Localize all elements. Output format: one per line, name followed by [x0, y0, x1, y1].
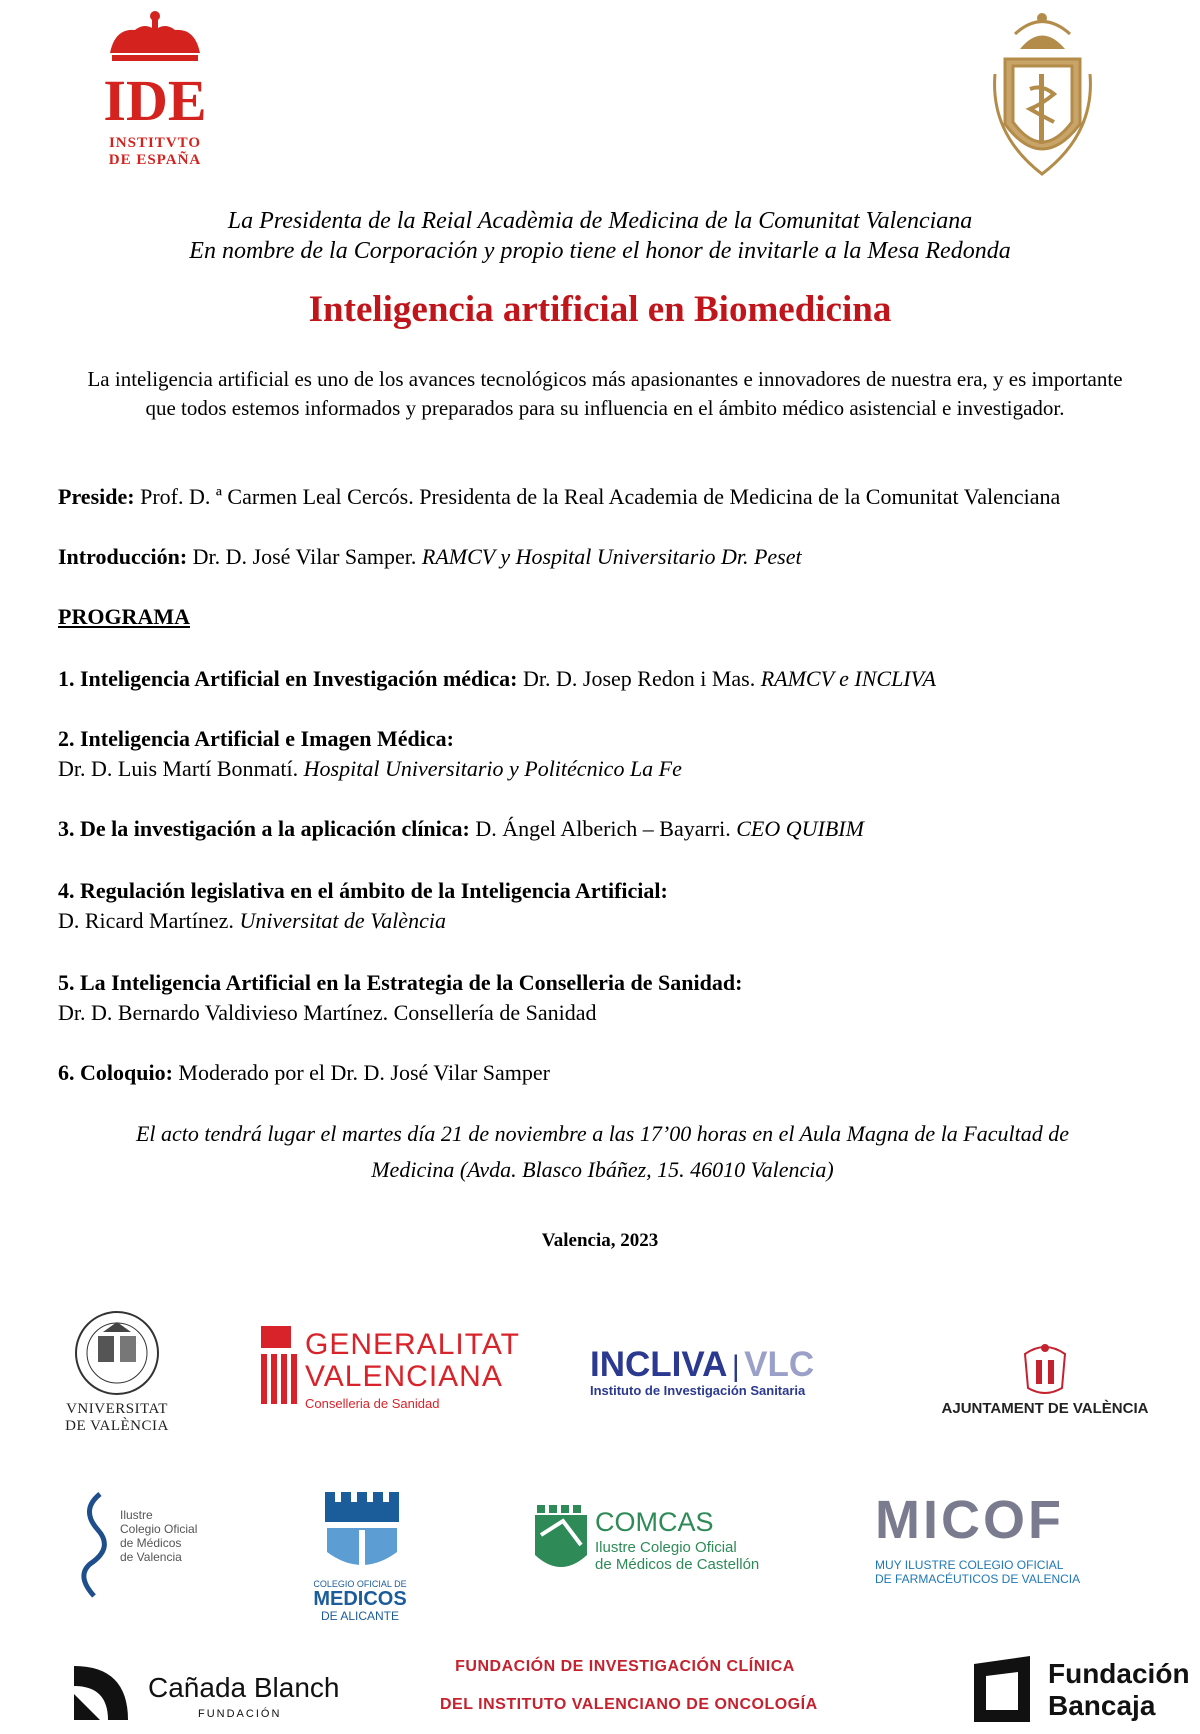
comcas-line-2: de Médicos de Castellón [595, 1556, 760, 1573]
academy-seal-logo [985, 4, 1100, 184]
canada-blanch-logo [68, 1660, 348, 1730]
venue-line-2: Medicina (Avda. Blasco Ibáñez, 15. 46010 Valencia) [371, 1157, 834, 1182]
caduceus-icon [70, 1490, 120, 1600]
canada-name: Cañada Blanch [148, 1672, 340, 1703]
ca-line-3: DE ALICANTE [320, 1609, 400, 1623]
generalitat-logo [255, 1322, 520, 1422]
colegio-alicante-logo [305, 1490, 415, 1630]
program-item-affiliation: Universitat de València [239, 908, 446, 933]
program-item-5-detail [58, 1000, 596, 1026]
incliva-vlc: VLC [744, 1345, 815, 1384]
cv-line-1: Ilustre [120, 1508, 153, 1522]
invitation-line-1: La Presidenta de la Reial Acadèmia de Medicina de la Comunitat Valenciana [227, 208, 973, 234]
ivo-line-2: DEL INSTITUTO VALENCIANO DE ONCOLOGÍA [440, 1696, 818, 1713]
program-item-speaker: Dr. D. Bernardo Valdivieso Martínez. Consellería de Sanidad [58, 1000, 597, 1025]
program-item-speaker: Dr. D. Luis Martí Bonmatí. [58, 756, 304, 781]
program-item-title: 4. Regulación legislativa en el ámbito de la Inteligencia Artificial: [58, 878, 668, 903]
comcas-shield-icon [533, 1505, 589, 1577]
preside-line [58, 484, 1060, 510]
incliva-subtitle: Instituto de Investigación Sanitaria [590, 1383, 806, 1398]
program-item-title: 6. Coloquio: [58, 1060, 173, 1085]
ajuntament-shield-icon [1020, 1340, 1070, 1396]
program-item-2 [58, 726, 454, 752]
fundacion-bancaja-logo [970, 1652, 1195, 1730]
program-item-title: 1. Inteligencia Artificial en Investigación médica: [58, 666, 518, 691]
programa-heading: PROGRAMA [58, 604, 190, 629]
comcas-logo [533, 1505, 793, 1585]
universitat-valencia-logo [58, 1310, 176, 1440]
colegio-valencia-logo [70, 1490, 220, 1600]
program-item-1 [58, 666, 936, 692]
micof-line-2: DE FARMACÉUTICOS DE VALENCIA [875, 1572, 1081, 1586]
program-item-speaker: Dr. D. Josep Redon i Mas. [517, 666, 761, 691]
bancaja-mark-icon [970, 1652, 1040, 1726]
uv-line-2: DE VALÈNCIA [65, 1418, 169, 1434]
cv-line-2: Colegio Oficial [120, 1522, 198, 1536]
program-item-3 [58, 816, 864, 842]
bancaja-line-1: Fundación [1048, 1658, 1190, 1689]
program-item-4 [58, 878, 668, 904]
bancaja-line-2: Bancaja [1048, 1690, 1156, 1721]
micof-name: MICOF [875, 1490, 1064, 1550]
micof-line-1: MUY ILUSTRE COLEGIO OFICIAL [875, 1558, 1064, 1572]
event-title: Inteligencia artificial en Biomedicina [308, 289, 892, 330]
introduccion-label: Introducción: [58, 544, 188, 569]
program-item-affiliation: Hospital Universitario y Politécnico La Fe [303, 756, 682, 781]
ca-line-1: COLEGIO OFICIAL DE [313, 1579, 407, 1589]
venue-info [60, 1116, 1145, 1188]
ivo-line-1: FUNDACIÓN DE INVESTIGACIÓN CLÍNICA [455, 1658, 795, 1675]
fundacion-ivo-logo [440, 1658, 818, 1728]
incliva-sep: | [731, 1350, 740, 1383]
preside-label: Preside: [58, 484, 135, 509]
introduccion-affiliation: RAMCV y Hospital Universitario Dr. Peset [421, 544, 802, 569]
canada-sub: FUNDACIÓN [198, 1708, 282, 1720]
comcas-line-1: Ilustre Colegio Oficial [595, 1539, 737, 1556]
micof-logo [875, 1490, 1105, 1590]
generalitat-line-2: VALENCIANA [305, 1360, 503, 1393]
program-item-speaker: D. Ricard Martínez. [58, 908, 240, 933]
program-item-2-detail [58, 756, 682, 782]
program-item-title: 2. Inteligencia Artificial e Imagen Médica: [58, 726, 454, 751]
generalitat-line-1: GENERALITAT [305, 1328, 520, 1361]
ide-text-1: INSTITVTO [108, 135, 202, 151]
crown-icon [100, 8, 210, 128]
generalitat-line-3: Conselleria de Sanidad [305, 1396, 440, 1411]
introduccion-name: Dr. D. José Vilar Samper. [187, 544, 422, 569]
program-item-5 [58, 970, 742, 996]
venue-line-1: El acto tendrá lugar el martes día 21 de noviembre a las 17’00 horas en el Aula Magna de la Facultad de [135, 1121, 1070, 1146]
program-item-title: 5. La Inteligencia Artificial en la Estrategia de la Conselleria de Sanidad: [58, 970, 743, 995]
program-item-affiliation: CEO QUIBIM [736, 816, 864, 841]
university-seal-icon [58, 1310, 176, 1396]
incliva-logo [590, 1345, 850, 1405]
ca-line-2: MEDICOS [313, 1588, 407, 1610]
alicante-castle-icon [305, 1490, 415, 1574]
comcas-name: COMCAS [595, 1507, 714, 1537]
uv-line-1: VNIVERSITAT [66, 1401, 168, 1417]
program-item-6 [58, 1060, 550, 1086]
program-item-speaker: D. Ángel Alberich – Bayarri. [469, 816, 737, 841]
ajuntament-text: AJUNTAMENT DE VALÈNCIA [941, 1400, 1149, 1417]
svg-text:IDE: IDE [103, 68, 207, 128]
instituto-espana-logo [100, 8, 210, 188]
preside-text: Prof. D. ª Carmen Leal Cercós. Presidenta de la Real Academia de Medicina de la Comunitat Valenciana [134, 484, 1061, 509]
incliva-name: INCLIVA [590, 1345, 728, 1384]
academy-seal-icon [985, 4, 1100, 184]
event-description: La inteligencia artificial es uno de los avances tecnológicos más apasionantes e innovadores de nuestra era, y es importante que todos estemos informados y preparados para su influencia en el ámbito médico asistencial e investigador. [87, 367, 1123, 420]
program-item-speaker: Moderado por el Dr. D. José Vilar Samper [172, 1060, 551, 1085]
ajuntament-logo [935, 1340, 1155, 1420]
program-item-4-detail [58, 908, 446, 934]
generalitat-emblem-icon [255, 1322, 299, 1412]
cv-line-3: de Médicos [120, 1536, 182, 1550]
program-item-title: 3. De la investigación a la aplicación clínica: [58, 816, 470, 841]
program-item-affiliation: RAMCV e INCLIVA [760, 666, 936, 691]
ide-text-2: DE ESPAÑA [108, 152, 202, 168]
place-date: Valencia, 2023 [541, 1230, 659, 1251]
canada-blanch-mark-icon [68, 1660, 134, 1726]
invitation-line-2: En nombre de la Corporación y propio tiene el honor de invitarle a la Mesa Redonda [189, 238, 1011, 264]
introduccion-line [58, 544, 802, 570]
cv-line-4: de Valencia [120, 1550, 182, 1564]
